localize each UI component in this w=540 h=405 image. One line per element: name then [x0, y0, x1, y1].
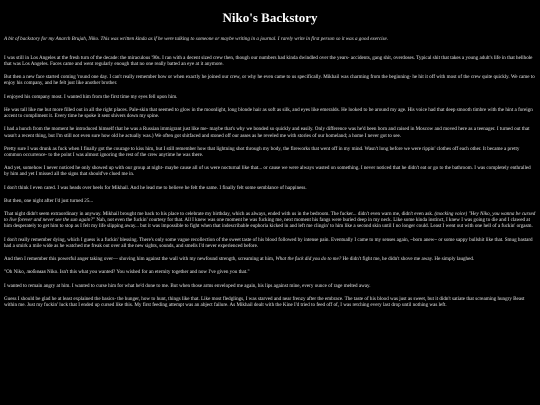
italic-text: (mocking voice) "Hey Niko, you wanna be cursed to live forever and never see the sun again?" — [4, 211, 536, 224]
story-paragraph: I enjoyed his company most. I wanted him from the first time my eyes fell upon him. — [4, 93, 178, 100]
story-paragraph: "Oh Niko, любимая Niko. Isn't this what you wanted? You wished for an eternity together and now I've given you that." — [4, 269, 250, 276]
story-paragraph: But then a new face started coming 'round one day. I can't really remember how or when exactly he joined our crew, or why he even came to us specifically. Mikhail was charming from the beginning- he hit it off with most of the crew quite quickly. We came to enjoy his company, and he felt just like another brother. — [4, 74, 535, 87]
story-paragraph: That night didn't seem extraordinary in anyway. Mikhail brought me back to his place to celebrate my birthday, which as always, ended with us in the bedroom. The fucker... didn't even warn me, didn't even ask. (mocking voice) "Hey Niko, you wanna be cursed to live forever and never see the sun again?" Nah, not even the fuckin' courtesy for that. All I knew was one moment he was fucking me, next moment his fangs were buried deep in my neck. Like some kinda instinct, I knew I was going to die and I clawed at him desperately to get him to stop as I felt my life slipping away... but it was impossible to fight when that indescribable euphoria kicked in and left me clingin' to him like a second skin until I no longer could. Least I went out with one hell of a fuckin' orgasm. — [4, 211, 536, 230]
intro-note: A bit of backstory for my Anarch Brujah, Niko. This was written kinda as if he were talking to someone or maybe writing in a journal. I rarely write in first person so it was a good exercise. — [4, 36, 389, 42]
story-paragraph: But then, one night after I'd just turned 25... — [4, 197, 94, 204]
story-paragraph: I don't really remember dying, which I guess is a fuckin' blessing. There's only some vague recollection of the sweet taste of his blood followed by intense pain. Eventually I came to my senses again, ~born anew~ or some sappy bullshit like that. Smug bastard had a smirk a mile wide as he watched me freak out over all the new sights, sounds, and smells I'd never experienced before. — [4, 236, 533, 249]
story-body — [4, 55, 536, 308]
story-paragraph: He was tall like me but more filled out in all the right places. Pale-skin that seemed to glow in the moonlight, long blonde hair as soft as silk, and eyes like emeralds. He looked to be around my age. His voice had that deep smooth timbre with the hint a foreign accent to compliment it. Every time he spoke it sent shivers down my spine. — [4, 107, 533, 120]
story-paragraph: I was still in Los Angeles at the fresh turn of the decade: the miraculous '90s. I ran with a decent sized crew then, though our numbers had kinda dwindled over the years- accidents, gang shit, overdoses. Typical shit that takes a young adult's life in that hellhole that was Los Angeles. Faces came and went regularly enough that no one really batted an eye at it anymore. — [4, 55, 533, 68]
story-paragraph: And yet, somehow I never noticed he only showed up with our group at night- maybe cause all of us were nocturnal like that... or cause we were always wasted on something. I never noticed that he didn't eat or go to the bathroom. I was completely enthralled by him and yet I missed all the signs that should've clued me in. — [4, 165, 531, 178]
page-title: Niko's Backstory — [222, 10, 318, 25]
story-paragraph: Pretty sure I was drunk as fuck when I finally got the courage to kiss him, but I still remember how that lightning shot through my body, the fireworks that went off in my mind. Wasn't long before we were rippin' clothes off each other. It became a pretty common occurrence- to the point I was almost ignoring the rest of the crew anytime he was there. — [4, 145, 520, 158]
story-paragraph: Guess I should be glad he at least explained the basics- the hunger, how to hunt, things like that. Like most fledglings, I was starved and near frenzy after the embrace. The taste of his blood was just as sweet, but it didn't satiate that screaming hungry Beast within me. Just my fuckin' luck that I ended up cursed like this. My first feeding attempt was an abject failure. As Mikhail dealt with the Kine I'd tried to feed off of, I was retching every last drop until nothing was left. — [4, 295, 525, 308]
story-paragraph: And then I remember this powerful anger taking over— shoving him against the wall with my newfound strength, screaming at him, What the fuck did you do to me? He didn't fight me, he didn't shove me away. He simply laughed. — [4, 255, 475, 262]
story-paragraph: I wanted to remain angry at him. I wanted to curse him for what he'd done to me. But when those arms enveloped me again, his lips against mine, every ounce of rage melted away. — [4, 282, 371, 289]
story-paragraph: I don't think I even cared. I was heads over heels for Mikhail. And he lead me to believe he felt the same. I finally felt some semblance of happiness. — [4, 184, 307, 191]
story-paragraph: I had a hunch from the moment he introduced himself that he was a Russian immigrant just like me- maybe that's why we bonded so quickly and easily. Only difference was he'd been born and raised in Moscow and moved here as a teenager. I turned out that wasn't a recent thing, but I'm still not even sure how old he actually was.) We often got shitfaced and stoned off our asses as he reveled me with stories of our homeland; a home I never got to see. — [4, 126, 530, 139]
italic-text: What the fuck did you do to me? — [275, 255, 342, 262]
